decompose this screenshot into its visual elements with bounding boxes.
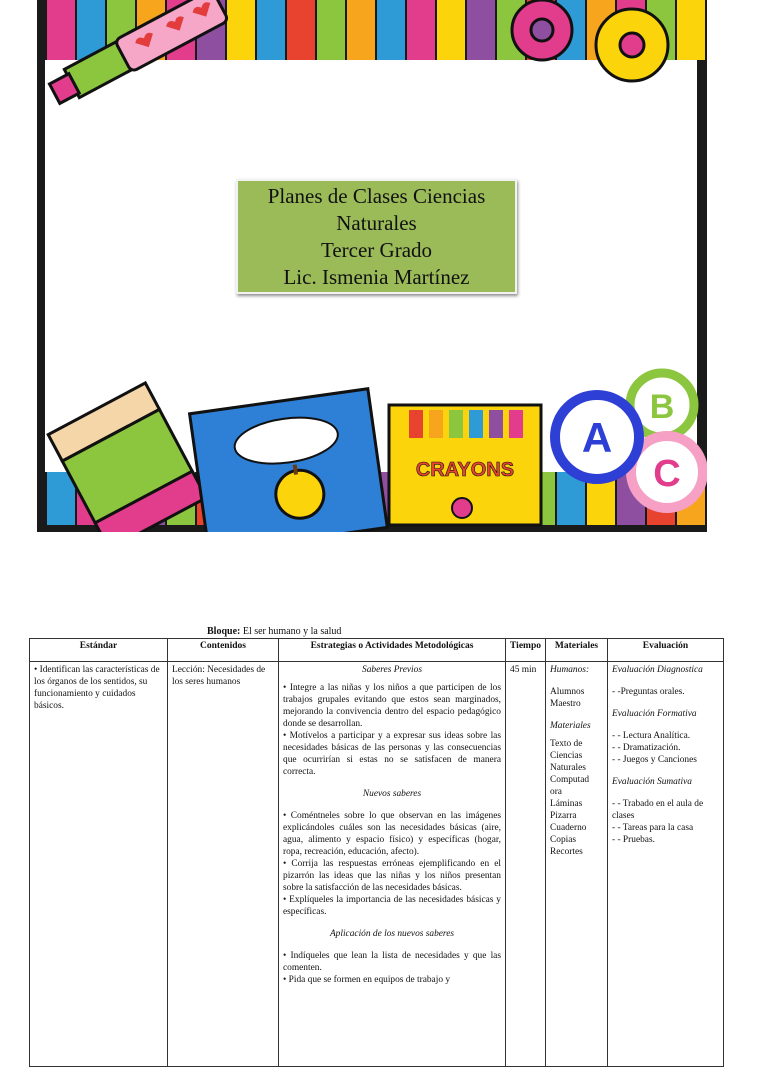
table-header-row — [30, 639, 724, 662]
cell-estandar — [30, 662, 168, 1067]
cover-title-line-4: Lic. Ismenia Martínez — [283, 264, 470, 289]
bloque-value: El ser humano y la salud — [242, 626, 342, 637]
table-row — [30, 662, 724, 1067]
cell-tiempo — [506, 662, 546, 1067]
materiales-heading-humanos: Humanos: — [550, 665, 590, 675]
material-item: Ciencias — [550, 751, 583, 761]
letter-b: B — [649, 388, 675, 426]
evaluacion-item: - - Tareas para la casa — [612, 823, 694, 833]
cover-title-line-3: Tercer Grado — [320, 237, 433, 262]
cell-materiales — [546, 662, 608, 1067]
cover-title-line-2: Naturales — [336, 210, 417, 235]
cell-evaluacion — [608, 662, 724, 1067]
strategy-paragraph: • Indíqueles que lean la lista de necesidades y que las comenten. — [283, 951, 501, 973]
header-evaluacion: Evaluación — [608, 639, 724, 662]
material-item: Naturales — [550, 763, 586, 773]
material-item: Copias — [550, 835, 577, 845]
material-item: Texto de — [550, 739, 583, 749]
evaluacion-heading-diagnostica: Evaluación Diagnostica — [612, 665, 703, 675]
strategy-paragraph: • Explíqueles la importancia de las necesidades básicas y específicas. — [283, 895, 501, 917]
material-item: Pizarra — [550, 811, 577, 821]
crayon-box-illustration — [389, 405, 541, 525]
evaluacion-item: - - Trabado en el aula de clases — [612, 799, 704, 821]
cell-contenidos — [168, 662, 279, 1067]
material-item: Computad — [550, 775, 590, 785]
evaluacion-item: - - Dramatización. — [612, 743, 681, 753]
cover-title-box — [236, 179, 517, 294]
cover-title-line-1: Planes de Clases Ciencias — [267, 183, 486, 208]
header-tiempo: Tiempo — [506, 639, 546, 662]
heading-saberes-previos: Saberes Previos — [362, 665, 422, 675]
materiales-heading-materiales: Materiales — [550, 721, 591, 731]
evaluacion-item: - -Preguntas orales. — [612, 687, 685, 697]
evaluacion-item: - - Lectura Analítica. — [612, 731, 691, 741]
contenidos-text: Lección: Necesidades de los seres humanos — [172, 665, 266, 687]
material-item: Recortes — [550, 847, 583, 857]
strategy-paragraph: • Coméntneles sobre lo que observan en las imágenes explicándoles cuáles son las necesidades básicas (aire, agua, alimento y espacio físico) y específicas (hogar, ropa, recreación, educación, afecto). — [283, 811, 501, 857]
evaluacion-heading-formativa: Evaluación Formativa — [612, 709, 697, 719]
header-materiales: Materiales — [546, 639, 608, 662]
strategy-paragraph: • Pida que se formen en equipos de trabajo y — [283, 975, 451, 985]
evaluacion-heading-sumativa: Evaluación Sumativa — [612, 777, 692, 787]
lesson-plan-table — [29, 638, 724, 1067]
material-item: Láminas — [550, 799, 583, 809]
material-item: Alumnos — [550, 687, 585, 697]
evaluacion-item: - - Juegos y Canciones — [612, 755, 697, 765]
heading-nuevos-saberes: Nuevos saberes — [362, 789, 422, 799]
material-item: ora — [550, 787, 562, 797]
bloque-label: Bloque: — [207, 626, 241, 637]
letter-a: A — [581, 414, 613, 461]
heading-aplicacion: Aplicación de los nuevos saberes — [329, 929, 455, 939]
header-estrategias: Estrategias o Actividades Metodológicas — [279, 639, 506, 662]
letter-c: C — [653, 453, 681, 495]
strategy-paragraph: • Motívelos a participar y a expresar sus ideas sobre las necesidades básicas de las personas y las consecuencias que ocurrirían si estas no se satisfacen de manera correcta. — [283, 731, 501, 777]
strategy-paragraph: • Corrija las respuestas erróneas ejemplificando en el pizarrón las ideas que las niñas y los niños presentan sobre la satisfacción de las necesidades básicas. — [283, 859, 501, 893]
strategy-paragraph: • Integre a las niñas y los niños a que participen de los trabajos grupales evitando que estos sean marginados, mejorando la convivencia dentro del espacio pedagógico donde se desarrollan. — [283, 683, 501, 729]
tiempo-text: 45 min — [510, 665, 537, 675]
notebook-illustration — [190, 389, 388, 532]
crayon-box-label: CRAYONS — [415, 459, 515, 481]
material-item: Cuaderno — [550, 823, 587, 833]
bloque-line — [207, 626, 341, 637]
header-contenidos: Contenidos — [168, 639, 279, 662]
estandar-text: • Identifican las características de los órganos de los sentidos, su funcionamiento y cuidados básicos. — [34, 665, 160, 711]
evaluacion-item: - - Pruebas. — [612, 835, 655, 845]
header-estandar: Estándar — [30, 639, 168, 662]
material-item: Maestro — [550, 699, 581, 709]
cell-estrategias — [279, 662, 506, 1067]
